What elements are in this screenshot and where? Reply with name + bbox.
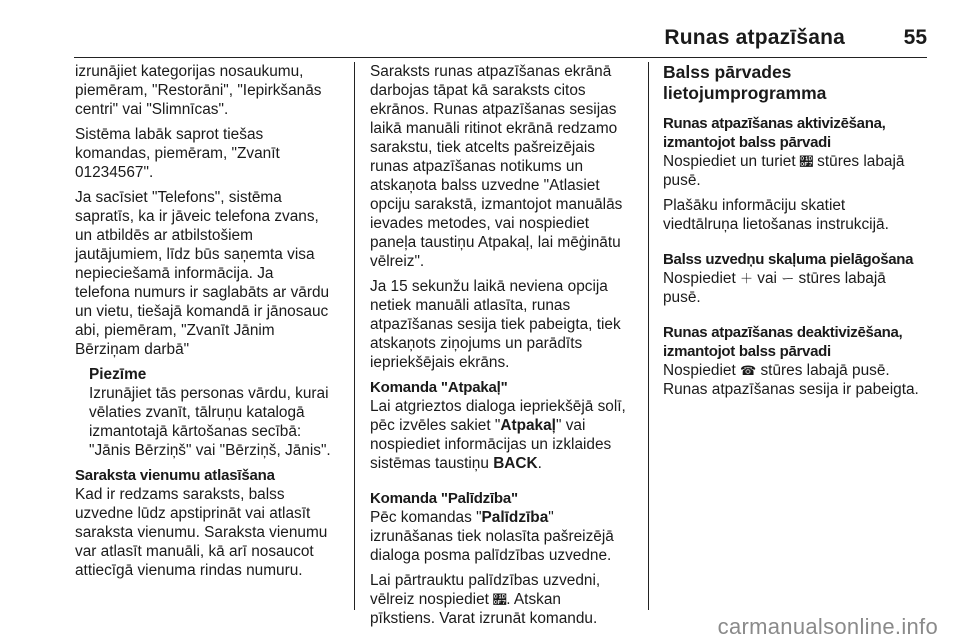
text-run: Pēc komandas ": [370, 509, 482, 526]
sub-heading-volume: Balss uzvedņu skaļuma pielāgošana: [663, 251, 914, 268]
text-run: " vai nospiediet informācijas un izklaides sistēmas taustiņu: [370, 417, 612, 472]
voice-icon: 𝃷: [493, 592, 507, 607]
page-title: Runas atpazīšana: [664, 26, 845, 49]
column-divider-2: [648, 62, 649, 610]
note-body: Izrunājiet tās personas vārdu, kurai vēlaties zvanīt, tālruņu katalogā izmantotajā kārtošanas secībā: "Jānis Bērziņš" vai "Bērziņš, Jānis".: [89, 385, 331, 459]
voice-icon: 𝃷: [799, 154, 813, 169]
text-run: .: [537, 455, 542, 472]
text-run: stūres labajā pusē. Runas atpazīšanas sesija ir pabeigta.: [663, 362, 919, 398]
section-heading-list-selection: Saraksta vienumu atlasīšana: [75, 467, 275, 484]
text-run: Nospiediet un turiet: [663, 153, 800, 170]
column-1: [75, 62, 343, 586]
paragraph: [370, 397, 635, 473]
text-run: Lai pārtrauktu palīdzības uzvedni, vēlreiz nospiediet: [370, 572, 601, 608]
plus-icon: ＋: [740, 271, 754, 286]
text-run: Lai atgrieztos dialoga iepriekšējā solī, pēc izvēles sakiet ": [370, 398, 626, 434]
section-heading-back-command: Komanda "Atpakaļ": [370, 379, 508, 396]
paragraph: Ja sacīsiet "Telefons", sistēma sapratīs, ka ir jāveic telefona zvans, un atbildēs ar atbilstošiem jautājumiem, līdz būs saņemta visa nepieciešamā informācija. Ja telefona numurs ir saglabāts ar vārdu un vietu, tiešajā komandā ir jānosauc abi, piemēram, "Zvanīt Jānim Bērziņam darbā": [75, 189, 330, 358]
text-run-bold: Atpakaļ: [500, 417, 556, 434]
header-divider: [74, 57, 927, 58]
paragraph: Kad ir redzams saraksts, balss uzvedne lūdz apstiprināt vai atlasīt saraksta vienumu. Saraksta vienumu var atlasīt manuāli, kā arī nosaucot attiecīgā vienuma rindas numuru.: [75, 486, 328, 579]
sub-heading-activation: Runas atpazīšanas aktivizēšana, izmantojot balss pārvadi: [663, 115, 886, 151]
column-divider-1: [354, 62, 355, 610]
page-header: [0, 0, 960, 60]
paragraph: [663, 269, 933, 307]
paragraph: [370, 508, 635, 565]
minus-icon: ー: [781, 271, 795, 286]
paragraph: Saraksts runas atpazīšanas ekrānā darbojas tāpat kā saraksts citos ekrānos. Runas atpazīšanas sesijas laikā manuāli ritinot ekrānā redzamo sarakstu, tiek atcelts pašreizējais runas atpazīšanas notikums un atskaņota balss uzvedne "Atlasiet opciju sarakstā, izmantojot manuālās ievades metodes, vai nospiediet paneļa taustiņu Atpakaļ, lai mēģinātu vēlreiz".: [370, 63, 623, 270]
text-run: stūres labajā pusē.: [663, 270, 886, 306]
hang-up-icon: ☎: [740, 363, 757, 378]
text-run: Nospiediet: [663, 270, 740, 287]
text-run: vai: [753, 270, 782, 287]
paragraph: Plašāku informāciju skatiet viedtālruņa lietošanas instrukcijā.: [663, 197, 889, 233]
column-2: [370, 62, 635, 634]
sub-heading-deactivation: Runas atpazīšanas deaktivizēšana, izmantojot balss pārvadi: [663, 324, 903, 360]
paragraph: [663, 361, 933, 399]
paragraph: Sistēma labāk saprot tiešas komandas, piemēram, "Zvanīt 01234567".: [75, 126, 280, 181]
paragraph: izrunājiet kategorijas nosaukumu, piemēram, "Restorāni", "Iepirkšanās centri" vai "Slimnīcas".: [75, 63, 322, 118]
note-title: Piezīme: [89, 366, 147, 383]
column-3: [663, 62, 933, 405]
note-box: [89, 365, 343, 460]
text-run: . Atskan pīkstiens. Varat izrunāt komandu.: [370, 591, 598, 627]
section-heading-help-command: Komanda "Palīdzība": [370, 490, 518, 507]
section-heading-voice-pass-through: Balss pārvades lietojumprogramma: [663, 62, 827, 103]
watermark: carmanualsonline.info: [717, 614, 938, 639]
page-number: 55: [903, 26, 927, 49]
paragraph: [663, 152, 933, 190]
text-run-bold: Palīdzība: [481, 509, 549, 526]
text-run: " izrunāšanas tiek nolasīta pašreizējā dialoga posma palīdzības uzvedne.: [370, 509, 614, 564]
text-run-bold: BACK: [493, 455, 538, 472]
paragraph: Ja 15 sekunžu laikā neviena opcija netiek manuāli atlasīta, runas atpazīšanas sesija tiek pabeigta, tiek atskaņots ziņojums un parādīts iepriekšējais ekrāns.: [370, 278, 621, 371]
paragraph: [370, 571, 635, 628]
text-run: stūres labajā pusē.: [663, 153, 905, 189]
text-run: Nospiediet: [663, 362, 740, 379]
